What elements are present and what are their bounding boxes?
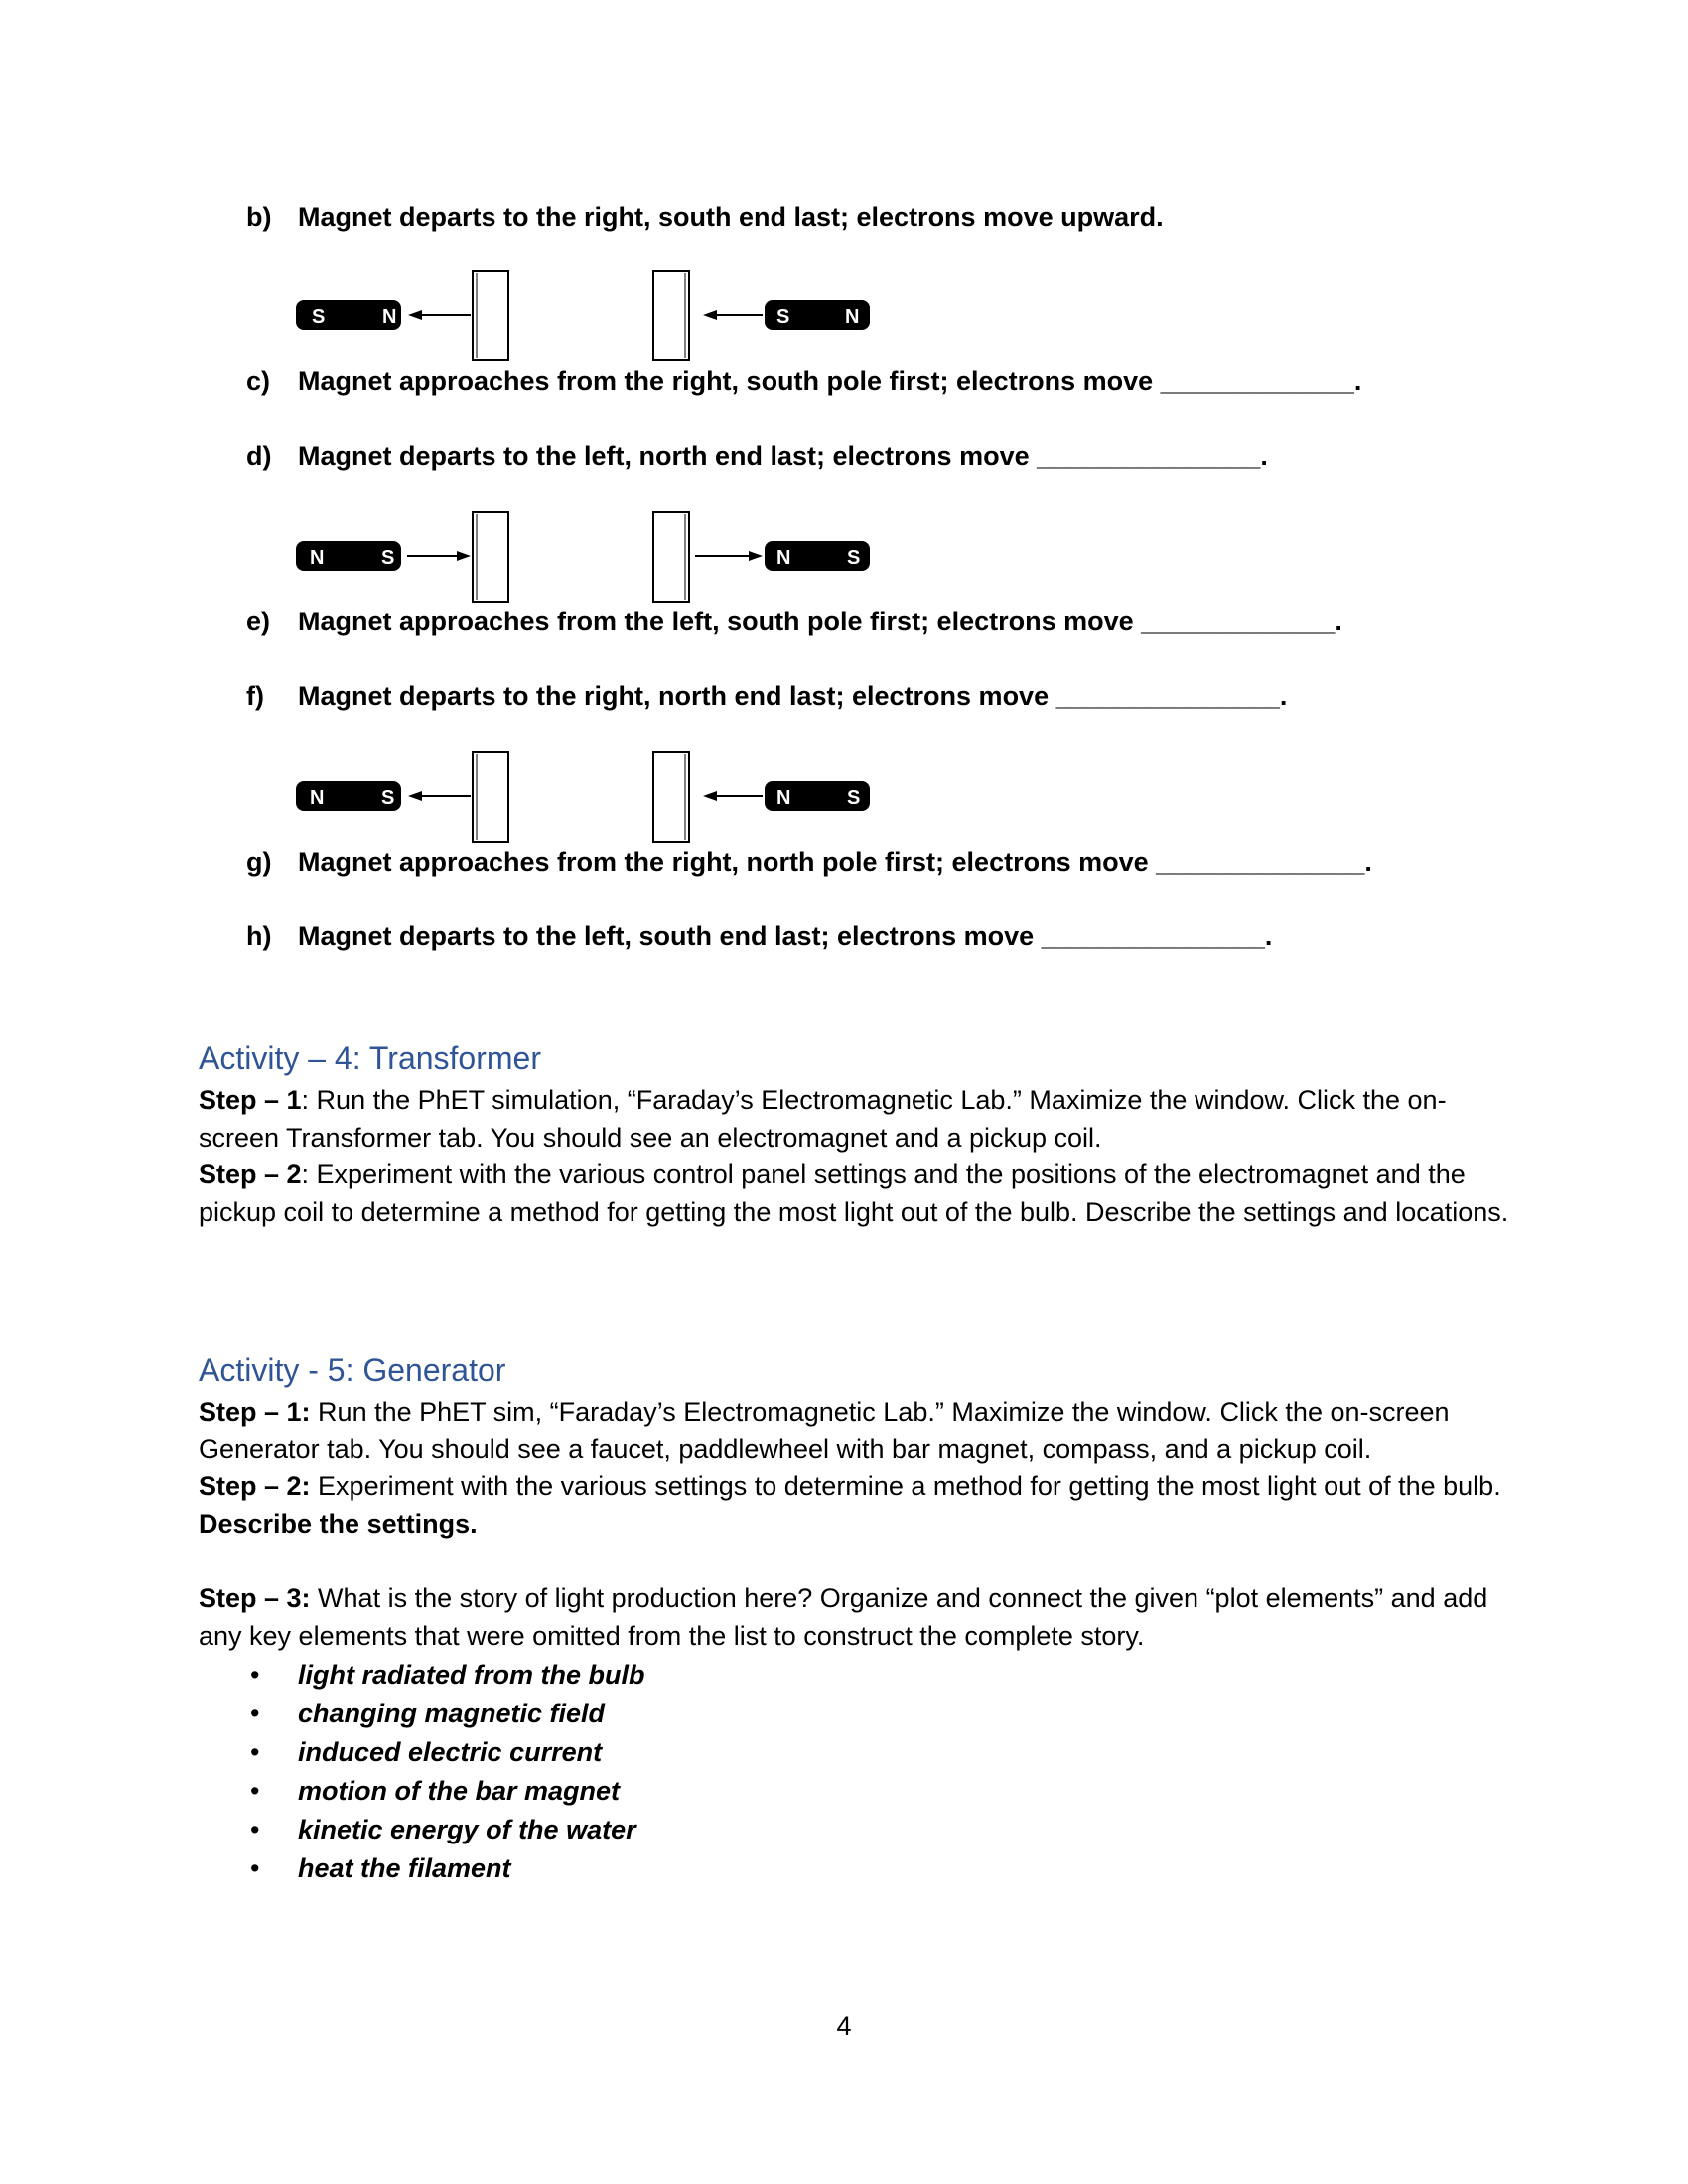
magnet-pole: N: [845, 306, 860, 328]
activity-4-step-2: [199, 1157, 1509, 1231]
step-label: Step – 1: [199, 1085, 302, 1115]
magnet-pole: S: [312, 306, 326, 328]
bullet-icon: •: [250, 1776, 260, 1806]
step-text: Run the PhET sim, “Faraday’s Electromagnetic Lab.” Maximize the window. Click the on-screen Generator tab. You should see a faucet, paddlewheel with bar magnet, compass, and a pickup coil.: [199, 1397, 1450, 1464]
question-text: Magnet departs to the left, north end last; electrons move _______________.: [298, 441, 1268, 471]
magnet-pole: S: [381, 787, 395, 809]
pickup-coil: [473, 271, 508, 360]
step-text: What is the story of light production here? Organize and connect the given “plot elements” and add any key elements that were omitted from the list to construct the complete story.: [199, 1583, 1488, 1651]
question-f: [246, 678, 1287, 714]
step-text: : Experiment with the various control panel settings and the positions of the electromagnet and the pickup coil to determine a method for getting the most light out of the bulb. Describe the settings and locations.: [199, 1160, 1509, 1227]
question-label: f): [246, 681, 264, 711]
question-label: g): [246, 847, 272, 877]
magnet-pole: S: [847, 547, 861, 569]
magnet-pole: S: [847, 787, 861, 809]
arrowhead: [457, 551, 471, 561]
magnet-diagram-svg: [296, 271, 892, 362]
activity-5-steps: [199, 1394, 1509, 1543]
magnet-pole: N: [310, 547, 325, 569]
question-text: Magnet departs to the right, south end last; electrons move upward.: [298, 203, 1164, 232]
list-item: • induced electric current: [250, 1733, 645, 1772]
bullet-icon: •: [250, 1660, 260, 1690]
list-item: • light radiated from the bulb: [250, 1656, 645, 1695]
list-item: • changing magnetic field: [250, 1695, 645, 1733]
question-text: Magnet departs to the right, north end last; electrons move _______________.: [298, 681, 1288, 711]
question-label: d): [246, 441, 272, 471]
magnet-pole: S: [776, 306, 790, 328]
activity-4-heading: Activity – 4: Transformer: [199, 1040, 541, 1076]
pickup-coil: [473, 752, 508, 842]
activity-4-steps: [199, 1082, 1509, 1231]
magnet-diagram-svg: [296, 512, 892, 604]
step-label: Step – 3:: [199, 1583, 311, 1613]
pickup-coil: [473, 512, 508, 602]
pickup-coil: [653, 512, 689, 602]
activity-5-heading: Activity - 5: Generator: [199, 1352, 506, 1388]
magnet-pole: S: [381, 547, 395, 569]
pickup-coil: [653, 752, 689, 842]
page-number: 4: [836, 2011, 852, 2041]
step-label: Step – 1:: [199, 1397, 311, 1427]
question-b: [246, 200, 1164, 235]
question-text: Magnet departs to the left, south end last; electrons move _______________.: [298, 921, 1273, 951]
list-item: • heat the filament: [250, 1849, 645, 1888]
arrowhead: [408, 310, 422, 320]
magnet-pole: N: [310, 787, 325, 809]
bullet-icon: •: [250, 1699, 260, 1728]
arrowhead: [749, 551, 763, 561]
question-g: [246, 844, 1372, 880]
plot-elements-list: [250, 1656, 645, 1888]
question-e: [246, 604, 1342, 639]
magnet-pole: N: [776, 547, 791, 569]
magnet-pole: N: [776, 787, 791, 809]
question-c: [246, 363, 1361, 399]
bullet-icon: •: [250, 1815, 260, 1844]
arrowhead: [703, 791, 717, 801]
activity-4-step-1: [199, 1082, 1509, 1157]
step-label: Step – 2:: [199, 1471, 311, 1501]
bullet-icon: •: [250, 1737, 260, 1767]
question-d: [246, 438, 1268, 474]
question-text: Magnet approaches from the right, north pole first; electrons move ______________.: [298, 847, 1372, 877]
question-label: e): [246, 607, 271, 636]
question-text: Magnet approaches from the left, south pole first; electrons move _____________.: [298, 607, 1342, 636]
step-text: : Run the PhET simulation, “Faraday’s Electromagnetic Lab.” Maximize the window. Click the on-screen Transformer tab. You should see an electromagnet and a pickup coil.: [199, 1085, 1447, 1153]
arrowhead: [703, 310, 717, 320]
activity-5-step-1: [199, 1394, 1509, 1468]
question-label: c): [246, 366, 271, 396]
magnet-pole: N: [382, 306, 397, 328]
question-text: Magnet approaches from the right, south pole first; electrons move _____________.: [298, 366, 1362, 396]
magnet-diagram-row-1: [296, 271, 892, 362]
bullet-icon: •: [250, 1853, 260, 1883]
question-label: h): [246, 921, 272, 951]
activity-5-step-2: [199, 1468, 1509, 1543]
question-h: [246, 918, 1272, 954]
step-emphasis: Describe the settings.: [199, 1508, 478, 1539]
magnet-diagram-row-2: [296, 512, 892, 604]
step-label: Step – 2: [199, 1160, 302, 1189]
magnet-diagram-row-3: [296, 752, 892, 844]
pickup-coil: [653, 271, 689, 360]
question-label: b): [246, 203, 272, 232]
activity-5-step-3: [199, 1580, 1509, 1655]
list-item: • kinetic energy of the water: [250, 1811, 645, 1849]
magnet-diagram-svg: [296, 752, 892, 844]
arrowhead: [408, 791, 422, 801]
step-text: Experiment with the various settings to determine a method for getting the most light out of the bulb.: [310, 1471, 1501, 1501]
list-item: • motion of the bar magnet: [250, 1772, 645, 1811]
